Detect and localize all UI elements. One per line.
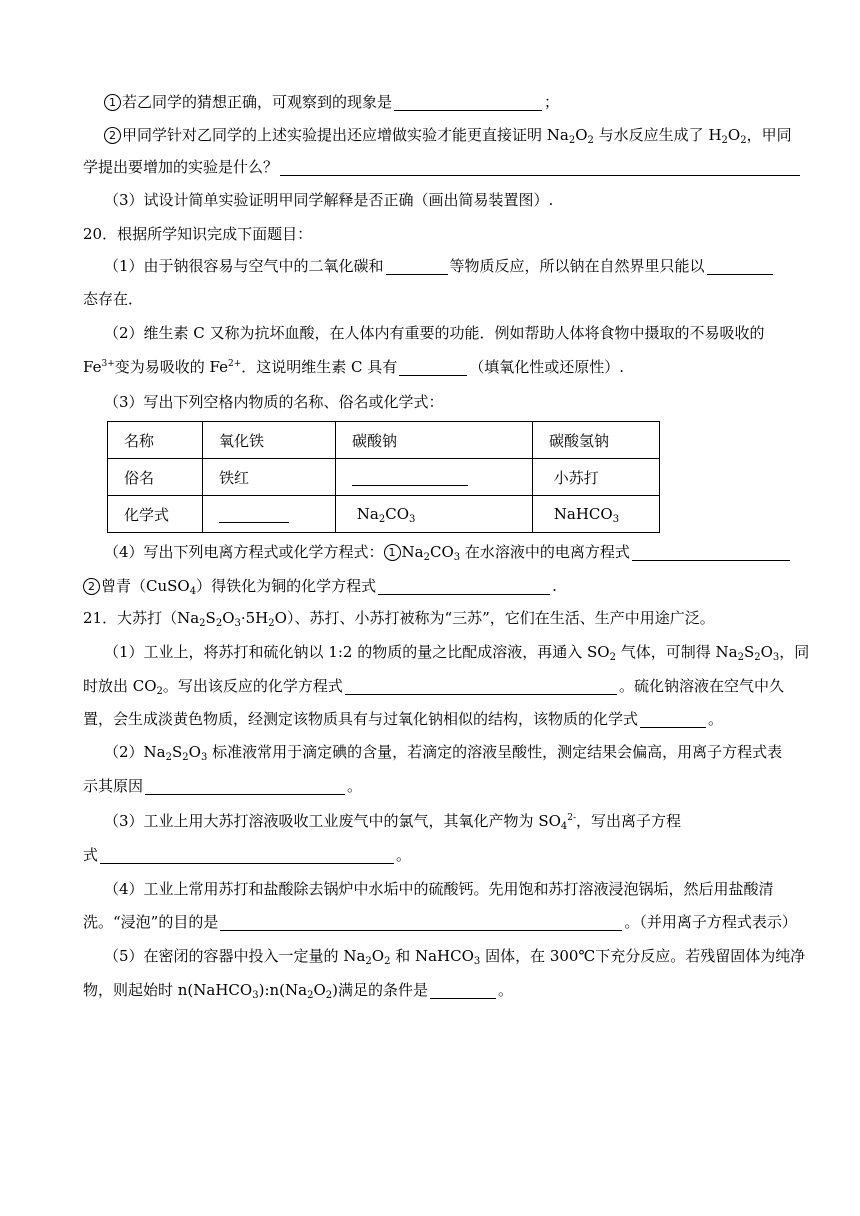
answer-blank[interactable] bbox=[219, 506, 289, 523]
q20-part-4-line-1: （4）写出下列电离方程式或化学方程式： 1 $Na_2CO_3$ 在水溶液中的电离方程式 bbox=[104, 542, 792, 562]
q21-part-2-line-1: $(2)Na_2S_2O_3$ 标准液常用于滴定碘的含量，若滴定的溶液呈酸性，测定结果会偏高，用离子方程式表 bbox=[104, 743, 783, 763]
table-row bbox=[108, 496, 660, 533]
answer-blank[interactable] bbox=[352, 469, 468, 486]
table-cell: 俗名 bbox=[108, 459, 203, 496]
q20-part-2-line-2: $Fe^{3+}$变为易吸收的 $Fe^{2+}$．这说明维生素 C 具有 （填氧化性或还原性）. bbox=[83, 358, 625, 376]
q19-item-2-line-2: 学提出要增加的实验是什么？ bbox=[83, 157, 802, 177]
q21-part-5-line-2: 物，则起始时 $n(NaHCO_3):n(Na_2O_2)$满足的条件是 。 bbox=[83, 981, 514, 1001]
q21-part-1-line-1: （1）工业上，将苏打和硫化钠以 1:2 的物质的量之比配成溶液，再通入 $SO_2$ 气体，可制得 $Na_2S_2O_3$，同 bbox=[104, 643, 810, 663]
q21-part-4-line-2: 洗。“浸泡”的目的是 。（并用离子方程式表示） bbox=[83, 913, 797, 931]
table-cell bbox=[336, 459, 533, 496]
answer-blank[interactable] bbox=[399, 359, 467, 376]
q21-stem: 21．大苏打$(Na_2S_2O_3\cdot 5H_2O)$、苏打、小苏打被称为“三苏”，它们在生活、生产中用途广泛。 bbox=[83, 609, 715, 629]
table-cell: $Na_2CO_3$ bbox=[336, 496, 533, 533]
answer-blank[interactable] bbox=[632, 544, 790, 561]
answer-blank[interactable] bbox=[707, 258, 773, 275]
q21-part-2-line-2: 示其原因 。 bbox=[83, 777, 363, 795]
circled-number-1: 1 bbox=[384, 544, 401, 561]
q21-part-3-line-2: 式 。 bbox=[83, 846, 412, 864]
answer-blank[interactable] bbox=[345, 678, 617, 695]
answer-blank[interactable] bbox=[100, 847, 394, 864]
table-cell: 小苏打 bbox=[533, 459, 660, 496]
q19-item-1: 1 若乙同学的猜想正确，可观察到的现象是 ； bbox=[104, 92, 559, 112]
q20-stem: 20．根据所学知识完成下面题目： bbox=[83, 225, 313, 243]
q21-part-1-line-3: 置，会生成淡黄色物质，经测定该物质具有与过氧化钠相似的结构，该物质的化学式 。 bbox=[83, 710, 724, 728]
q20-part-3: （3）写出下列空格内物质的名称、俗名或化学式： bbox=[104, 393, 444, 411]
table-row bbox=[108, 459, 660, 496]
table-cell: 碳酸钠 bbox=[336, 422, 533, 459]
table-cell: 名称 bbox=[108, 422, 203, 459]
q21-part-1-line-2: 时放出 $CO_2$。写出该反应的化学方程式 。硫化钠溶液在空气中久 bbox=[83, 677, 784, 697]
substance-table bbox=[107, 421, 660, 533]
table-cell: NaHCO$_3$ bbox=[533, 496, 660, 533]
answer-blank[interactable] bbox=[640, 711, 706, 728]
q19-item-2-line-1: 2 甲同学针对乙同学的上述实验提出还应增做实验才能更直接证明 $Na_2O_2$ 与水反应生成了 $H_2O_2$，甲同 bbox=[104, 125, 792, 145]
table-cell: 碳酸氢钠 bbox=[533, 422, 660, 459]
q21-part-3-line-1: （3）工业上用大苏打溶液吸收工业废气中的氯气，其氧化产物为 $SO_4^{2-}$，写出离子方程 bbox=[104, 812, 682, 832]
table-cell: 化学式 bbox=[108, 496, 203, 533]
q20-part-1-line-2: 态存在． bbox=[83, 290, 144, 308]
q21-part-4-line-1: （4）工业上常用苏打和盐酸除去锅炉中水垢中的硫酸钙。先用饱和苏打溶液浸泡锅垢，然后用盐酸清 bbox=[104, 880, 774, 898]
circled-number-1: 1 bbox=[104, 94, 121, 111]
q21-part-5-line-1: （5）在密闭的容器中投入一定量的 $Na_2O_2$ 和 NaHCO$_3$ 固体，在 300℃下充分反应。若残留固体为纯净 bbox=[104, 947, 806, 967]
table-row bbox=[108, 422, 660, 459]
answer-blank[interactable] bbox=[145, 778, 345, 795]
answer-blank[interactable] bbox=[394, 94, 542, 111]
answer-blank[interactable] bbox=[280, 159, 800, 176]
answer-blank[interactable] bbox=[220, 914, 622, 931]
q20-part-4-line-2: 2 曾青（CuSO$_4$）得铁化为铜的化学方程式 . bbox=[83, 576, 557, 596]
table-cell bbox=[203, 496, 336, 533]
circled-number-2: 2 bbox=[104, 127, 121, 144]
circled-number-2: 2 bbox=[83, 578, 100, 595]
answer-blank[interactable] bbox=[386, 258, 448, 275]
table-cell: 铁红 bbox=[203, 459, 336, 496]
q20-part-2-line-1: （2）维生素 C 又称为抗坏血酸，在人体内有重要的功能．例如帮助人体将食物中摄取的不易吸收的 bbox=[104, 324, 765, 342]
q20-part-1-line-1: （1）由于钠很容易与空气中的二氧化碳和 等物质反应，所以钠在自然界里只能以 bbox=[104, 256, 775, 276]
q19-item-3: （3）试设计简单实验证明甲同学解释是否正确（画出简易装置图）. bbox=[104, 191, 554, 209]
table-cell: 氧化铁 bbox=[203, 422, 336, 459]
answer-blank[interactable] bbox=[430, 982, 496, 999]
answer-blank[interactable] bbox=[378, 578, 550, 595]
